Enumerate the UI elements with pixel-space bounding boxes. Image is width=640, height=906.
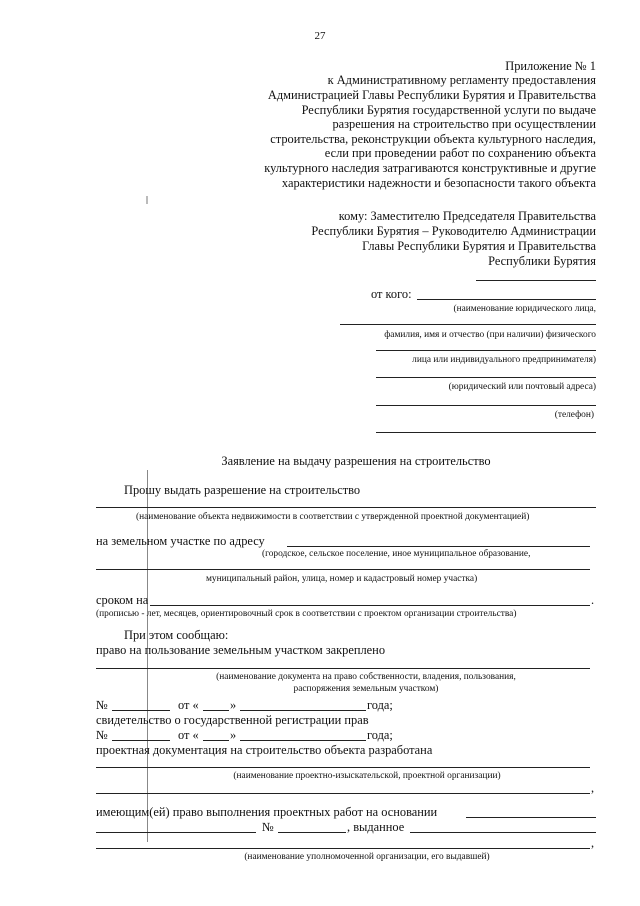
right-label: имеющим(ей) право выполнения проектных работ на основании [96, 805, 438, 819]
cert-month-year-field[interactable] [240, 740, 366, 741]
addressee-line: кому: Заместителю Председателя Правительства [338, 209, 596, 223]
appendix-title: Приложение № 1 [505, 59, 596, 73]
doc-caption: (наименование документа на право собственности, владения, пользования, [216, 672, 516, 682]
sender-address-field[interactable] [376, 377, 596, 378]
sender-name-field[interactable] [417, 299, 596, 300]
land-right-text: право на пользование земельным участком закреплено [96, 643, 386, 657]
project-caption: (наименование проектно-изыскательской, проектной организации) [233, 771, 501, 781]
year-suffix: года; [367, 698, 393, 712]
sender-caption: (телефон) [554, 410, 594, 420]
comma: , [591, 836, 595, 850]
appendix-line: Республики Бурятия государственной услуги по выдаче [301, 103, 596, 117]
issued-by-field-2[interactable] [96, 848, 590, 849]
sender-name-field-2[interactable] [340, 324, 596, 325]
from-label: от « [178, 698, 199, 712]
sender-caption: (юридический или почтовый адреса) [448, 382, 596, 392]
basis-doc-field[interactable] [96, 832, 256, 833]
land-caption: муниципальный район, улица, номер и кадастровый номер участка) [206, 574, 478, 584]
appendix-line: характеристики надежности и безопасности такого объекта [281, 176, 596, 190]
request-text: Прошу выдать разрешение на строительство [124, 483, 361, 497]
land-caption: (городское, сельское поселение, иное муниципальное образование, [262, 549, 531, 559]
doc-number-field[interactable] [112, 710, 170, 711]
cert-day-field[interactable] [203, 740, 229, 741]
basis-number-field[interactable] [278, 832, 346, 833]
appendix-line: разрешения на строительство при осуществлении [332, 117, 596, 131]
land-doc-field[interactable] [96, 668, 590, 669]
number-sign: № [96, 728, 108, 742]
sender-caption: лица или индивидуального предпринимателя) [412, 355, 596, 365]
appendix-line: Администрацией Главы Республики Бурятия и Правительства [267, 88, 596, 102]
land-address-field[interactable] [287, 546, 590, 547]
project-label: проектная документация на строительство объекта разработана [96, 743, 433, 757]
from-close: » [230, 728, 237, 742]
land-address-field-2[interactable] [96, 569, 590, 570]
from-label: от « [178, 728, 199, 742]
sender-extra-field[interactable] [376, 432, 596, 433]
doc-caption: распоряжения земельным участком) [293, 684, 439, 694]
term-label: сроком на [96, 593, 149, 607]
form-title: Заявление на выдачу разрешения на строительство [221, 454, 491, 468]
appendix-line: к Административному регламенту предоставления [327, 73, 596, 87]
land-label: на земельном участке по адресу [96, 534, 265, 548]
appendix-line: если при проведении работ по сохранению объекта [324, 146, 596, 160]
sender-blank-top[interactable] [476, 280, 596, 281]
inform-text: При этом сообщаю: [124, 628, 229, 642]
sender-caption: (наименование юридического лица, [453, 304, 596, 314]
number-sign: № [262, 820, 274, 834]
from-close: » [230, 698, 237, 712]
addressee-line: Республики Бурятия [488, 254, 596, 268]
project-org-field[interactable] [96, 767, 590, 768]
object-name-field[interactable] [96, 507, 596, 508]
sender-phone-field[interactable] [376, 405, 596, 406]
object-caption: (наименование объекта недвижимости в соответствии с утвержденной проектной документацией) [136, 512, 530, 522]
comma: , [591, 781, 595, 795]
doc-month-year-field[interactable] [240, 710, 366, 711]
appendix-line: строительства, реконструкции объекта культурного наследия, [270, 132, 596, 146]
issued-by-field[interactable] [410, 832, 596, 833]
sender-name-field-3[interactable] [376, 350, 596, 351]
term-end: . [591, 593, 595, 607]
cert-number-field[interactable] [112, 740, 170, 741]
doc-day-field[interactable] [203, 710, 229, 711]
cert-label: свидетельство о государственной регистрации прав [96, 713, 369, 727]
page-number: 27 [314, 30, 326, 42]
sender-label: от кого: [371, 287, 412, 301]
addressee-line: Республики Бурятия – Руководителю Администрации [311, 224, 596, 238]
project-org-field-2[interactable] [96, 793, 590, 794]
issued-label: , выданное [347, 820, 405, 834]
scan-artifact-dot [146, 196, 148, 204]
org-caption: (наименование уполномоченной организации, его выдавшей) [244, 852, 490, 862]
term-caption: (прописью - лет, месяцев, ориентировочный срок в соответствии с проектом организации строительства) [96, 609, 517, 619]
right-basis-field[interactable] [466, 817, 596, 818]
sender-caption: фамилия, имя и отчество (при наличии) физического [384, 330, 596, 340]
addressee-line: Главы Республики Бурятия и Правительства [362, 239, 596, 253]
year-suffix: года; [367, 728, 393, 742]
term-field[interactable] [150, 605, 590, 606]
number-sign: № [96, 698, 108, 712]
appendix-line: культурного наследия затрагиваются конструктивные и другие [264, 161, 596, 175]
